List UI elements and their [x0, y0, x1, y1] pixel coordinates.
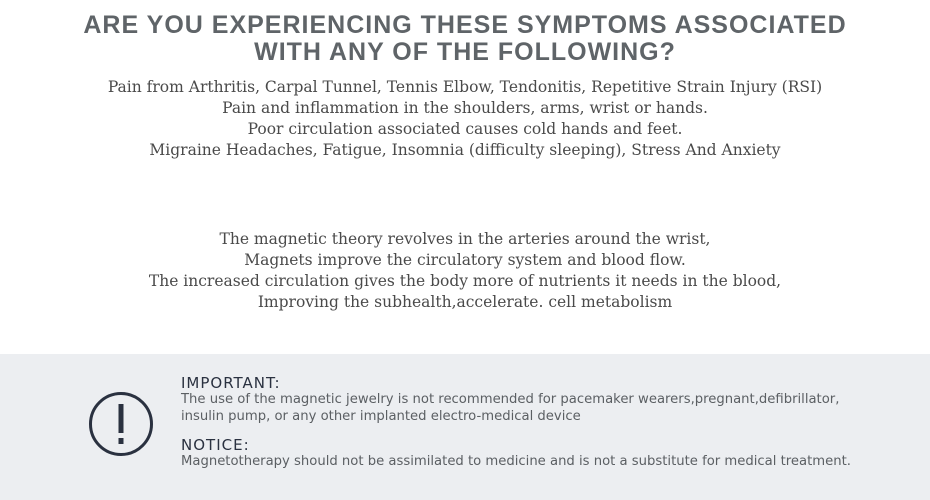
- warning-panel: [0, 354, 930, 500]
- magnetic-theory-text: [0, 229, 930, 313]
- headline-line-2: WITH ANY OF THE FOLLOWING?: [254, 38, 676, 66]
- important-body-line-1: The use of the magnetic jewelry is not recommended for pacemaker wearers,pregnant,defibrillator,: [181, 392, 840, 407]
- symptom-item: Migraine Headaches, Fatigue, Insomnia (difficulty sleeping), Stress And Anxiety: [149, 141, 781, 159]
- theory-line: The increased circulation gives the body more of nutrients it needs in the blood,: [148, 272, 782, 290]
- symptom-list: [0, 77, 930, 161]
- important-body-line-2: insulin pump, or any other implanted electro-medical device: [181, 409, 581, 424]
- symptom-item: Poor circulation associated causes cold hands and feet.: [247, 120, 683, 138]
- notice-body: Magnetotherapy should not be assimilated to medicine and is not a substitute for medical treatment.: [181, 454, 851, 469]
- page-headline: [0, 12, 930, 66]
- notice-heading: NOTICE:: [181, 436, 250, 454]
- warning-text-block: [181, 375, 921, 470]
- theory-line: Magnets improve the circulatory system and blood flow.: [244, 251, 686, 269]
- exclamation-circle-icon: [88, 391, 154, 457]
- symptom-item: Pain from Arthritis, Carpal Tunnel, Tennis Elbow, Tendonitis, Repetitive Strain Injury (RSI): [107, 78, 823, 96]
- symptom-item: Pain and inflammation in the shoulders, arms, wrist or hands.: [222, 99, 708, 117]
- theory-line: Improving the subhealth,accelerate. cell metabolism: [257, 293, 673, 311]
- theory-line: The magnetic theory revolves in the arteries around the wrist,: [219, 230, 711, 248]
- important-heading: IMPORTANT:: [181, 374, 281, 392]
- headline-line-1: ARE YOU EXPERIENCING THESE SYMPTOMS ASSOCIATED: [83, 11, 847, 39]
